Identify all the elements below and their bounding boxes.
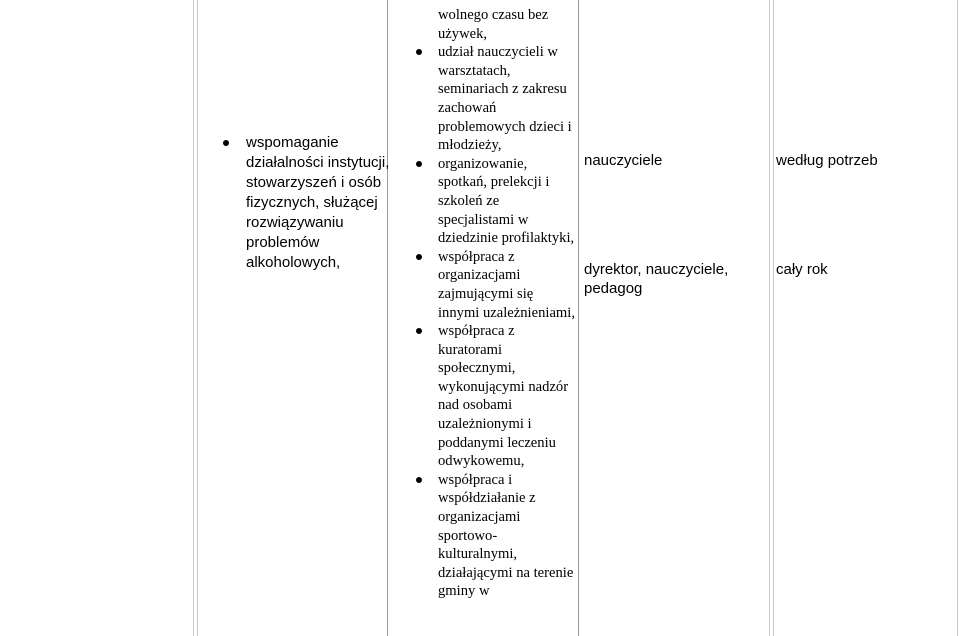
bullet-icon [416,49,422,55]
realization-item [416,322,576,471]
bullet-icon [223,140,229,146]
realization-item-text: współpraca z kuratorami społecznymi, wykonującymi nadzór nad osobami uzależnionymi i poddanymi leczeniu odwykowemu, [438,323,569,470]
realization-item [416,471,576,601]
column-divider-3 [769,0,770,636]
realization-item-text: organizowanie, spotkań, prelekcji i szkoleń ze specjalistami w dziedzinie profilaktyki, [438,155,575,247]
realization-item [416,43,576,155]
task-column [226,133,406,273]
timing-cell: według potrzeb [776,152,878,169]
bullet-icon [416,254,422,260]
realization-item-text: współpraca z organizacjami zajmującymi się innymi uzależnieniami, [438,248,575,321]
task-item-text: wspomaganie działalności instytucji, stowarzyszeń i osób fizycznych, służącej rozwiązywaniu problemów alkoholowych, [246,134,390,271]
bullet-icon [416,477,422,483]
realization-list [416,43,576,601]
task-item [226,133,406,273]
table-border-right [957,0,958,636]
timing-cell: cały rok [776,261,828,278]
table-border-left-inner [197,0,198,636]
realization-item [416,155,576,248]
bullet-icon [416,161,422,167]
continued-text: wolnego czasu bez używek, [438,7,549,42]
column-divider-2 [578,0,579,636]
bullet-icon [416,328,422,334]
responsible-cell: dyrektor, nauczyciele, pedagog [584,261,729,297]
column-divider-1 [387,0,388,636]
task-list [226,133,406,273]
realization-column [416,6,576,601]
responsible-cell: nauczyciele [584,152,663,169]
realization-item-text: udział nauczycieli w warsztatach, seminariach z zakresu zachowań problemowych dzieci i młodzieży, [438,44,572,154]
table-border-left [193,0,194,636]
realization-item [416,248,576,322]
realization-item-text: współpraca i współdziałanie z organizacjami sportowo-kulturalnymi, działającymi na terenie gminy w [438,471,574,600]
column-divider-3-inner [773,0,774,636]
